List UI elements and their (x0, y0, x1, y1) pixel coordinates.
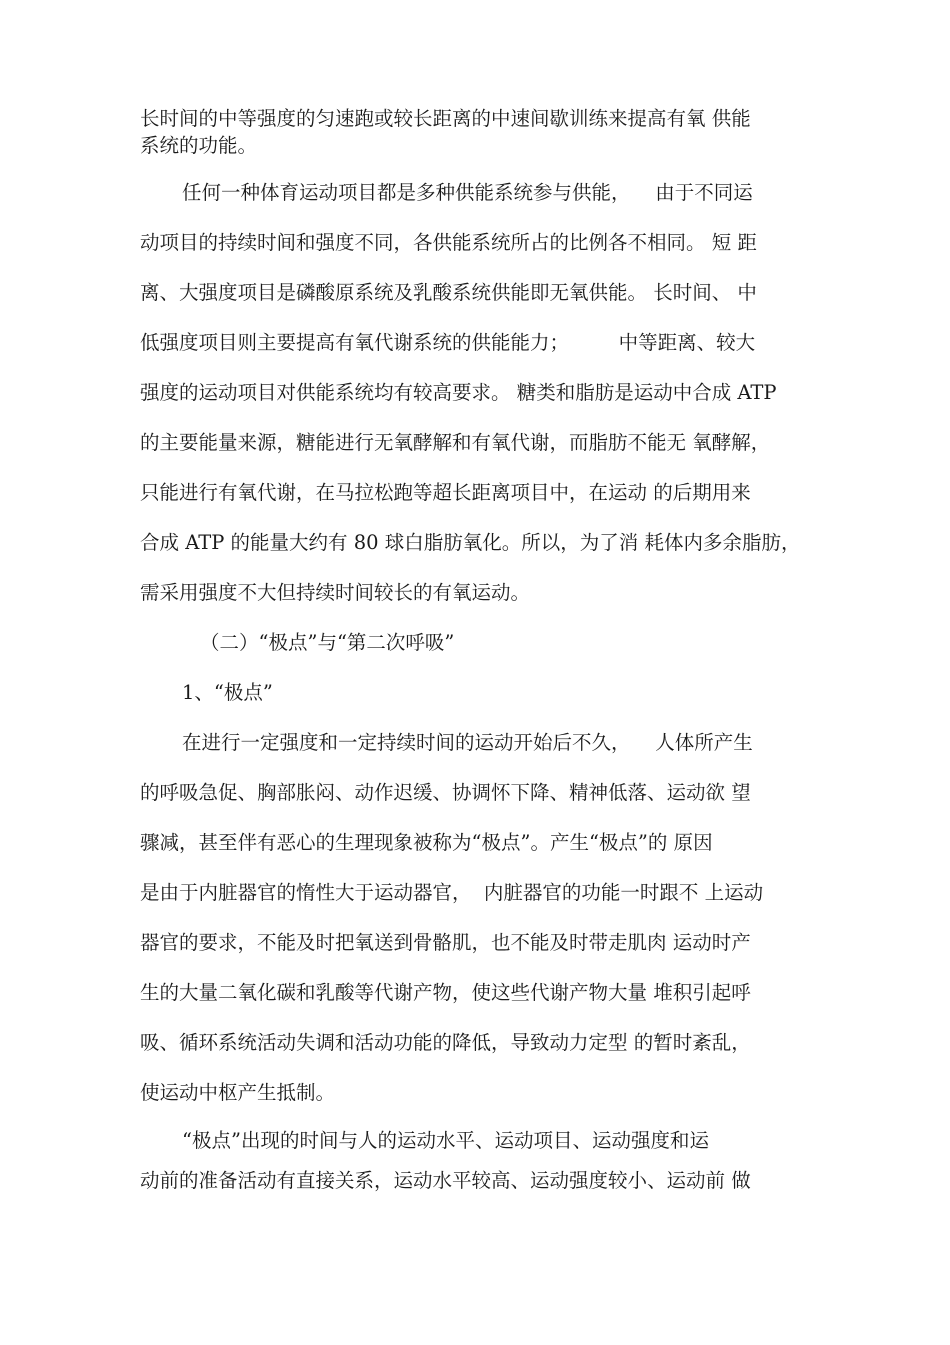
body-text-line: 骤减，甚至伴有恶心的生理现象被称为“极点”。产生“极点”的 原因 (140, 831, 713, 854)
body-text-line: 是由于内脏器官的惰性大于运动器官， 内脏器官的功能一时跟不 上运动 (140, 881, 764, 904)
body-text-line: 吸、循环系统活动失调和活动功能的降低，导致动力定型 的暂时紊乱， (140, 1031, 751, 1054)
body-text-line: 需采用强度不大但持续时间较长的有氧运动。 (140, 581, 531, 604)
section-heading: （二）“极点”与“第二次呼吸” (200, 631, 455, 654)
body-text-line: 生的大量二氧化碳和乳酸等代谢产物，使这些代谢产物大量 堆积引起呼 (140, 981, 751, 1004)
paragraph-first-line: “极点”出现的时间与人的运动水平、运动项目、运动强度和运 (182, 1129, 709, 1152)
body-text-line: 只能进行有氧代谢，在马拉松跑等超长距离项目中，在运动 的后期用来 (140, 481, 751, 504)
body-text-line: 强度的运动项目对供能系统均有较高要求。 糖类和脂肪是运动中合成 ATP (140, 381, 777, 404)
body-text-line: 长时间的中等强度的匀速跑或较长距离的中速间歇训练来提高有氧 供能 (140, 107, 751, 130)
body-text-line: 器官的要求，不能及时把氧送到骨骼肌，也不能及时带走肌肉 运动时产 (140, 931, 751, 954)
body-text-line: 使运动中枢产生抵制。 (140, 1081, 336, 1104)
body-text-line: 动项目的持续时间和强度不同，各供能系统所占的比例各不相同。 短 距 (140, 231, 757, 254)
body-text-line: 的主要能量来源，糖能进行无氧酵解和有氧代谢，而脂肪不能无 氧酵解， (140, 431, 771, 454)
paragraph-first-line: 任何一种体育运动项目都是多种供能系统参与供能， 由于不同运 (182, 181, 753, 204)
body-text-line: 动前的准备活动有直接关系，运动水平较高、运动强度较小、运动前 做 (140, 1169, 751, 1192)
body-text-line: 系统的功能。 (140, 134, 258, 157)
body-text-line: 离、大强度项目是磷酸原系统及乳酸系统供能即无氧供能。 长时间、 中 (140, 281, 757, 304)
body-text-line: 低强度项目则主要提高有氧代谢系统的供能能力； 中等距离、较大 (140, 331, 756, 354)
body-text-line: 合成 ATP 的能量大约有 80 球白脂肪氧化。所以，为了消 耗体内多余脂肪， (140, 531, 801, 554)
subsection-heading: 1、“极点” (182, 681, 273, 704)
body-text-line: 的呼吸急促、胸部胀闷、动作迟缓、协调怀下降、精神低落、运动欲 望 (140, 781, 751, 804)
paragraph-first-line: 在进行一定强度和一定持续时间的运动开始后不久， 人体所产生 (182, 731, 753, 754)
